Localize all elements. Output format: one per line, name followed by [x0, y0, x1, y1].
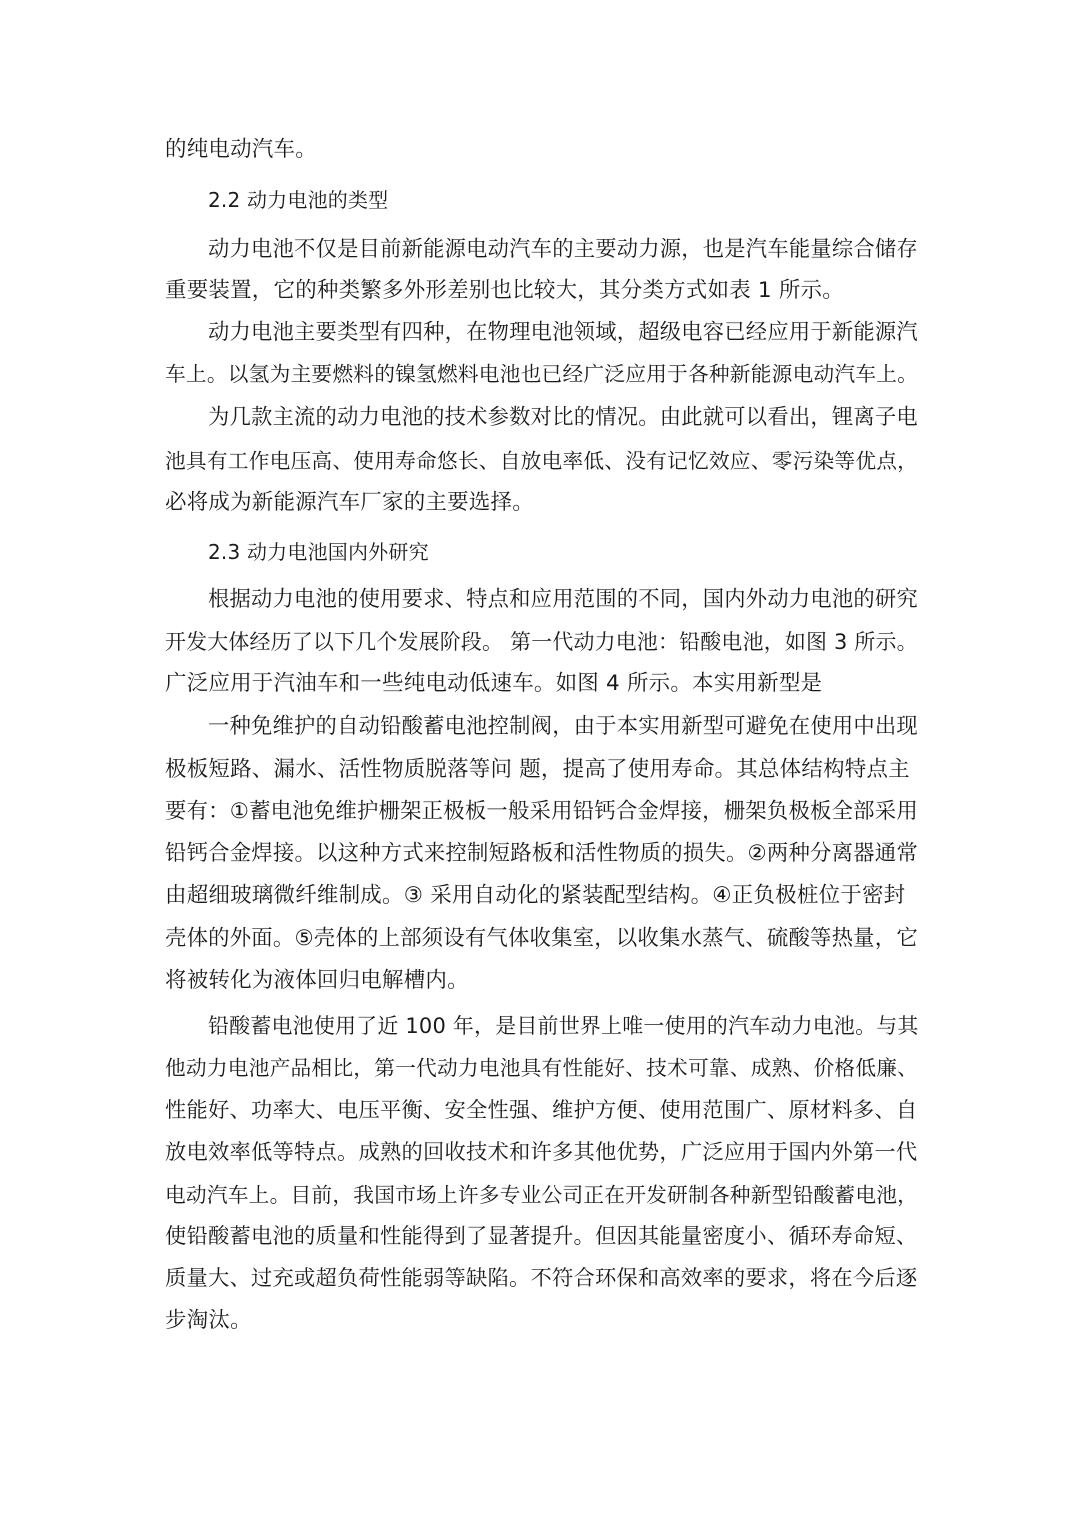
text-line: 池具有工作电压高、使用寿命悠长、自放电率低、没有记忆效应、零污染等优点，	[165, 449, 919, 473]
text-line: 由超细玻璃微纤维制成。③ 采用自动化的紧装配型结构。④正负极桩位于密封	[165, 883, 906, 908]
text-line: 电动汽车上。目前，我国市场上许多专业公司正在开发研制各种新型铅酸蓄电池，	[165, 1183, 919, 1207]
text-line: 铅酸蓄电池使用了近 100 年，是目前世界上唯一使用的汽车动力电池。与其	[208, 1014, 919, 1038]
text-line: 动力电池主要类型有四种，在物理电池领域，超级电容已经应用于新能源汽	[208, 320, 918, 345]
text-line: 步淘汰。	[165, 1308, 252, 1333]
text-line: 一种免维护的自动铅酸蓄电池控制阀，由于本实用新型可避免在使用中出现	[208, 714, 918, 739]
text-line: 使铅酸蓄电池的质量和性能得到了显著提升。但因其能量密度小、循环寿命短、	[165, 1224, 918, 1249]
text-line: 为几款主流的动力电池的技术参数对比的情况。由此就可以看出，锂离子电	[208, 405, 918, 430]
text-line: 开发大体经历了以下几个发展阶段。 第一代动力电池：铅酸电池，如图 3 所示。	[165, 630, 918, 654]
text-line: 壳体的外面。⑤壳体的上部须设有气体收集室，以收集水蒸气、硫酸等热量，它	[165, 926, 918, 951]
text-line: 要有：①蓄电池免维护栅架正极板一般采用铅钙合金焊接，栅架负极板全部采用	[165, 799, 918, 824]
section-heading-2-3: 2.3 动力电池国内外研究	[208, 540, 429, 564]
text-line: 极板短路、漏水、活性物质脱落等问 题，提高了使用寿命。其总体结构特点主	[165, 757, 910, 782]
text-line: 放电效率低等特点。成熟的回收技术和许多其他优势，广泛应用于国内外第一代	[165, 1140, 918, 1165]
text-line: 车上。以氢为主要燃料的镍氢燃料电池也已经广泛应用于各种新能源电动汽车上。	[165, 362, 919, 386]
text-line: 必将成为新能源汽车厂家的主要选择。	[165, 490, 534, 515]
text-line: 广泛应用于汽油车和一些纯电动低速车。如图 4 所示。本实用新型是	[165, 671, 823, 696]
text-line: 将被转化为液体回归电解槽内。	[165, 968, 469, 993]
text-line: 动力电池不仅是目前新能源电动汽车的主要动力源，也是汽车能量综合储存	[208, 237, 918, 262]
text-line: 质量大、过充或超负荷性能弱等缺陷。不符合环保和高效率的要求，将在今后逐	[165, 1266, 918, 1291]
text-line: 铅钙合金焊接。以这种方式来控制短路板和活性物质的损失。②两种分离器通常	[165, 841, 918, 866]
text-line: 的纯电动汽车。	[165, 137, 317, 162]
text-line: 重要装置，它的种类繁多外形差别也比较大，其分类方式如表 1 所示。	[165, 278, 844, 303]
text-line: 他动力电池产品相比，第一代动力电池具有性能好、技术可靠、成熟、价格低廉、	[165, 1056, 919, 1080]
section-heading-2-2: 2.2 动力电池的类型	[208, 188, 389, 212]
text-line: 性能好、功率大、电压平衡、安全性强、维护方便、使用范围广、原材料多、自	[165, 1098, 918, 1123]
text-line: 根据动力电池的使用要求、特点和应用范围的不同，国内外动力电池的研究	[208, 587, 918, 612]
